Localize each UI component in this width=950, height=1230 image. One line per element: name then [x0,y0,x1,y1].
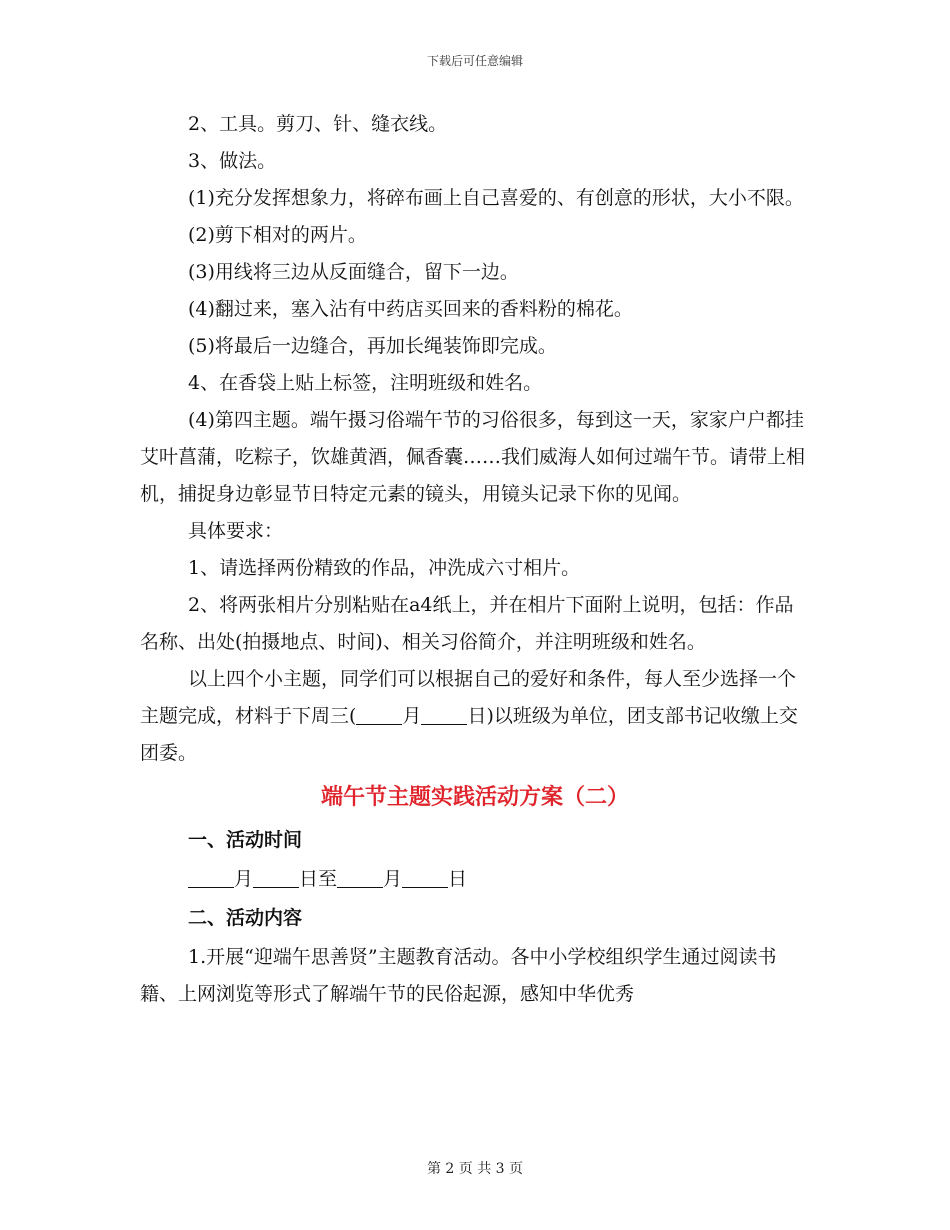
paragraph-theme-4: (4)第四主题。端午摄习俗端午节的习俗很多，每到这一天，家家户户都挂艾叶菖蒲，吃粽子，饮雄黄酒，佩香囊……我们威海人如何过端午节。请带上相机，捕捉身边彰显节日特定元素的镜头，用镜头记录下你的见闻。 [140,409,806,505]
month-label: 月 [234,868,254,890]
blank-line [188,868,234,888]
paragraph-content-1: 1.开展“迎端午思善贤”主题教育活动。各中小学校组织学生通过阅读书籍、上网浏览等形式了解端午节的民俗起源，感知中华优秀 [140,946,777,1005]
heading-activity-time: 一、活动时间 [188,829,303,851]
closing-text: 以上四个小主题，同学们可以根据自己的爱好和条件，每人至少选择一个主题完成，材料于下周三( [140,668,797,727]
section-title: 端午节主题实践活动方案（二） [320,784,629,810]
blank-line [253,868,299,888]
paragraph-tools: 2、工具。剪刀、针、缝衣线。 [188,113,448,135]
document-body [140,106,810,1013]
blank-line [337,868,383,888]
month-label-2: 月 [383,868,403,890]
day-label-2: 日 [448,868,468,890]
paragraph-closing [140,661,810,772]
paragraph-step-3: (3)用线将三边从反面缝合，留下一边。 [188,261,519,283]
blank-line [421,705,467,725]
closing-month: 月 [402,705,422,727]
paragraph-label: 4、在香袋上贴上标签，注明班级和姓名。 [188,372,543,394]
closing-text-end: 日)以班级为单位，团支部书记收缴上交团委。 [140,705,798,764]
paragraph-method: 3、做法。 [188,150,277,172]
paragraph-requirements: 具体要求： [188,520,284,542]
paragraph-step-4: (4)翻过来，塞入沾有中药店买回来的香料粉的棉花。 [188,298,633,320]
paragraph-req-2: 2、将两张相片分别粘贴在a4纸上，并在相片下面附上说明，包括：作品名称、出处(拍摄地点、时间)、相关习俗简介，并注明班级和姓名。 [140,594,794,653]
heading-activity-content: 二、活动内容 [188,907,303,929]
blank-line [402,868,448,888]
page-header: 下载后可任意编辑 [426,54,523,68]
paragraph-step-5: (5)将最后一边缝合，再加长绳装饰即完成。 [188,335,557,357]
paragraph-step-1: (1)充分发挥想象力，将碎布画上自己喜爱的、有创意的形状，大小不限。 [188,187,804,209]
activity-time-line [140,861,810,898]
paragraph-step-2: (2)剪下相对的两片。 [188,224,367,246]
day-to-label: 日至 [299,868,338,890]
blank-line [356,705,402,725]
page-footer: 第 2 页 共 3 页 [426,1161,524,1177]
paragraph-req-1: 1、请选择两份精致的作品，冲洗成六寸相片。 [188,557,581,579]
